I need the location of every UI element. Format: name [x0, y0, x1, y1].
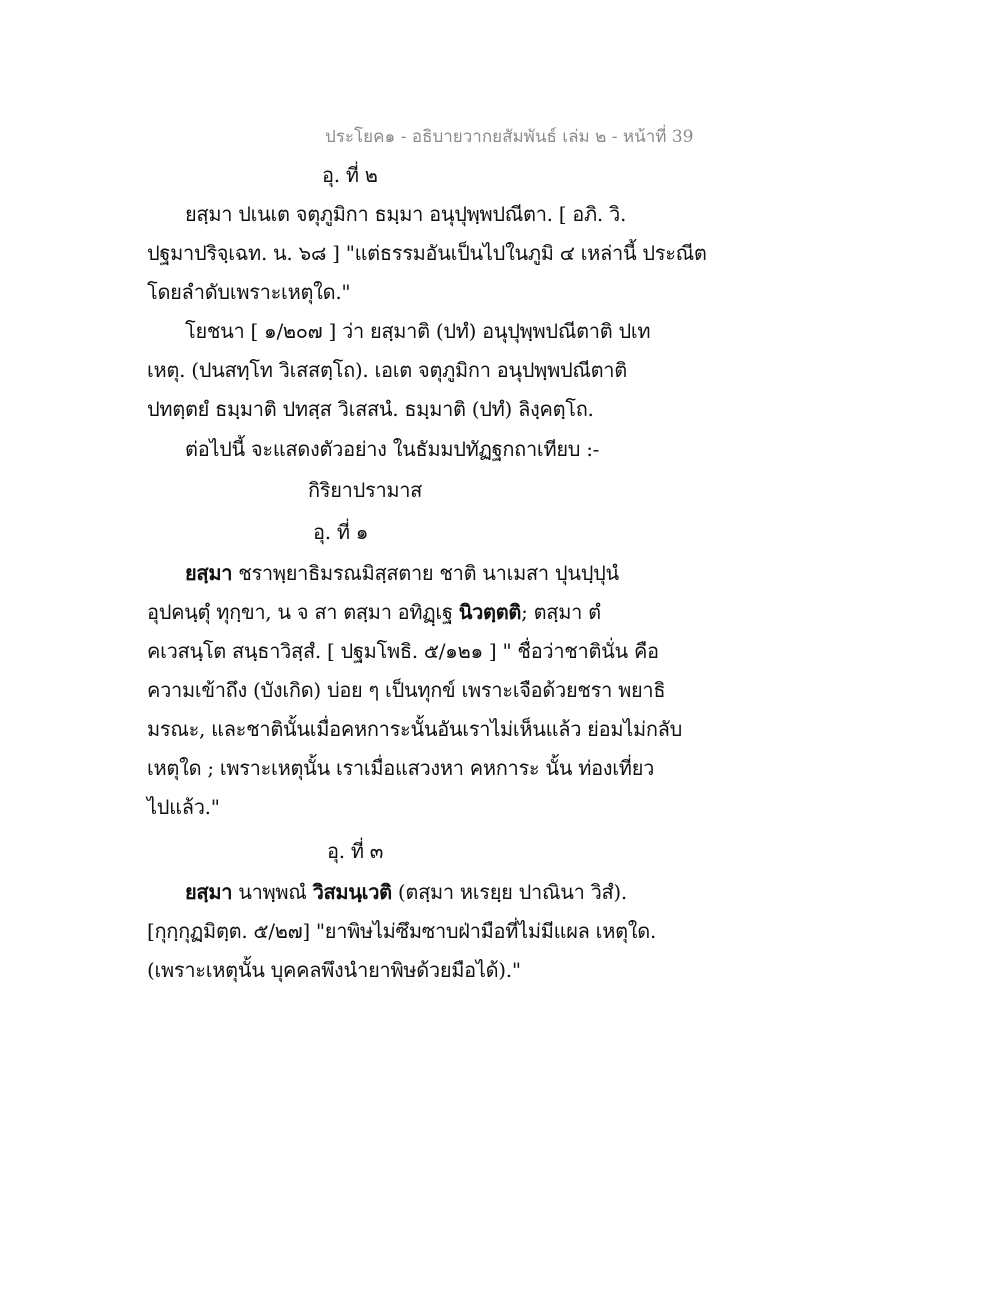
paragraph-line — [147, 957, 521, 983]
text-segment: เหตุ. (ปนสทฺโท วิเสสตฺโถ). เอเต จตุภูมิกา อนุปพฺพปณีตาติ — [147, 358, 627, 382]
paragraph-line — [147, 599, 601, 625]
paragraph-line — [147, 240, 707, 266]
text-segment: อุปคนฺตุํ ทุกฺขา, น จ สา ตสฺมา อทิฏฺเฐ — [147, 600, 459, 624]
text-segment: นาพฺพณํ — [232, 880, 313, 904]
paragraph-line — [147, 396, 594, 422]
paragraph-line — [147, 677, 665, 703]
text-segment: [กุกฺกุฏมิตฺต. ๕/๒๗] "ยาพิษไม่ซึมซาบฝ่ามือที่ไม่มีแผล เหตุใด. — [147, 919, 657, 943]
example-heading — [313, 519, 368, 545]
text-segment: อุ. ที่ ๒ — [322, 163, 378, 187]
paragraph-line — [185, 879, 627, 905]
paragraph-line — [147, 755, 654, 781]
example-heading — [327, 838, 383, 864]
text-segment: ชราพฺยาธิมรณมิสฺสตาย ชาติ นาเมสา ปุนปฺปุนํ — [232, 561, 619, 585]
text-segment: อุ. ที่ ๑ — [313, 520, 369, 544]
text-segment: โยชนา [ ๑/๒๐๗ ] ว่า ยสฺมาติ (ปทํ) อนุปุพฺพปณีตาติ ปเท — [185, 319, 651, 343]
text-segment: โดยลำดับเพราะเหตุใด." — [147, 280, 351, 304]
text-segment-bold: นิวตฺตติ — [458, 600, 522, 624]
paragraph-line — [147, 794, 220, 820]
text-segment: (ตสฺมา หเรยฺย ปาณินา วิสํ). — [391, 880, 627, 904]
text-segment-bold: วิสมนฺเวติ — [312, 880, 392, 904]
text-segment: คเวสนฺโต สนฺธาวิสฺสํ. [ ปฐมโพธิ. ๕/๑๒๑ ] " ชื่อว่าชาตินั่น คือ — [147, 639, 659, 663]
paragraph-line — [185, 318, 650, 344]
paragraph-line — [147, 638, 659, 664]
paragraph-line — [147, 279, 350, 305]
paragraph-line — [147, 716, 682, 742]
text-segment: กิริยาปรามาส — [308, 478, 423, 502]
paragraph-line — [185, 560, 619, 586]
paragraph-line — [147, 918, 656, 944]
paragraph-line — [185, 436, 599, 462]
text-segment: ยสฺมา ปเนเต จตุภูมิกา ธมฺมา อนุปุพฺพปณีตา. [ อภิ. วิ. — [185, 202, 627, 226]
text-segment: ปฐมาปริจฺเฉท. น. ๖๘ ] "แต่ธรรมอันเป็นไปในภูมิ ๔ เหล่านี้ ประณีต — [147, 241, 707, 265]
text-segment: ความเข้าถึง (บังเกิด) บ่อย ๆ เป็นทุกข์ เพราะเจือด้วยชรา พยาธิ — [147, 678, 666, 702]
text-segment-bold: ยสฺมา — [185, 880, 233, 904]
text-segment: (เพราะเหตุนั้น บุคคลพึงนำยาพิษด้วยมือได้)." — [147, 958, 521, 982]
text-segment: เหตุใด ; เพราะเหตุนั้น เราเมื่อแสวงหา คหการะ นั้น ท่องเที่ยว — [147, 756, 655, 780]
paragraph-line — [147, 357, 627, 383]
text-segment: ไปแล้ว." — [147, 795, 220, 819]
text-segment: อุ. ที่ ๓ — [327, 839, 384, 863]
text-segment: ; ตสฺมา ตํ — [521, 600, 601, 624]
page-header: ประโยค๑ - อธิบายวากยสัมพันธ์ เล่ม ๒ - หน้าที่ 39 — [325, 127, 694, 147]
text-segment-bold: ยสฺมา — [185, 561, 233, 585]
text-segment: ปทตฺตยํ ธมฺมาติ ปทสฺส วิเสสนํ. ธมฺมาติ (ปทํ) ลิงฺคตฺโถ. — [147, 397, 594, 421]
paragraph-line — [185, 201, 626, 227]
text-segment: ต่อไปนี้ จะแสดงตัวอย่าง ในธัมมปทัฏฐกถาเทียบ :- — [185, 437, 600, 461]
section-heading — [308, 477, 422, 503]
text-segment: มรณะ, และชาตินั้นเมื่อคหการะนั้นอันเราไม่เห็นแล้ว ย่อมไม่กลับ — [147, 717, 683, 741]
example-heading — [322, 162, 378, 188]
